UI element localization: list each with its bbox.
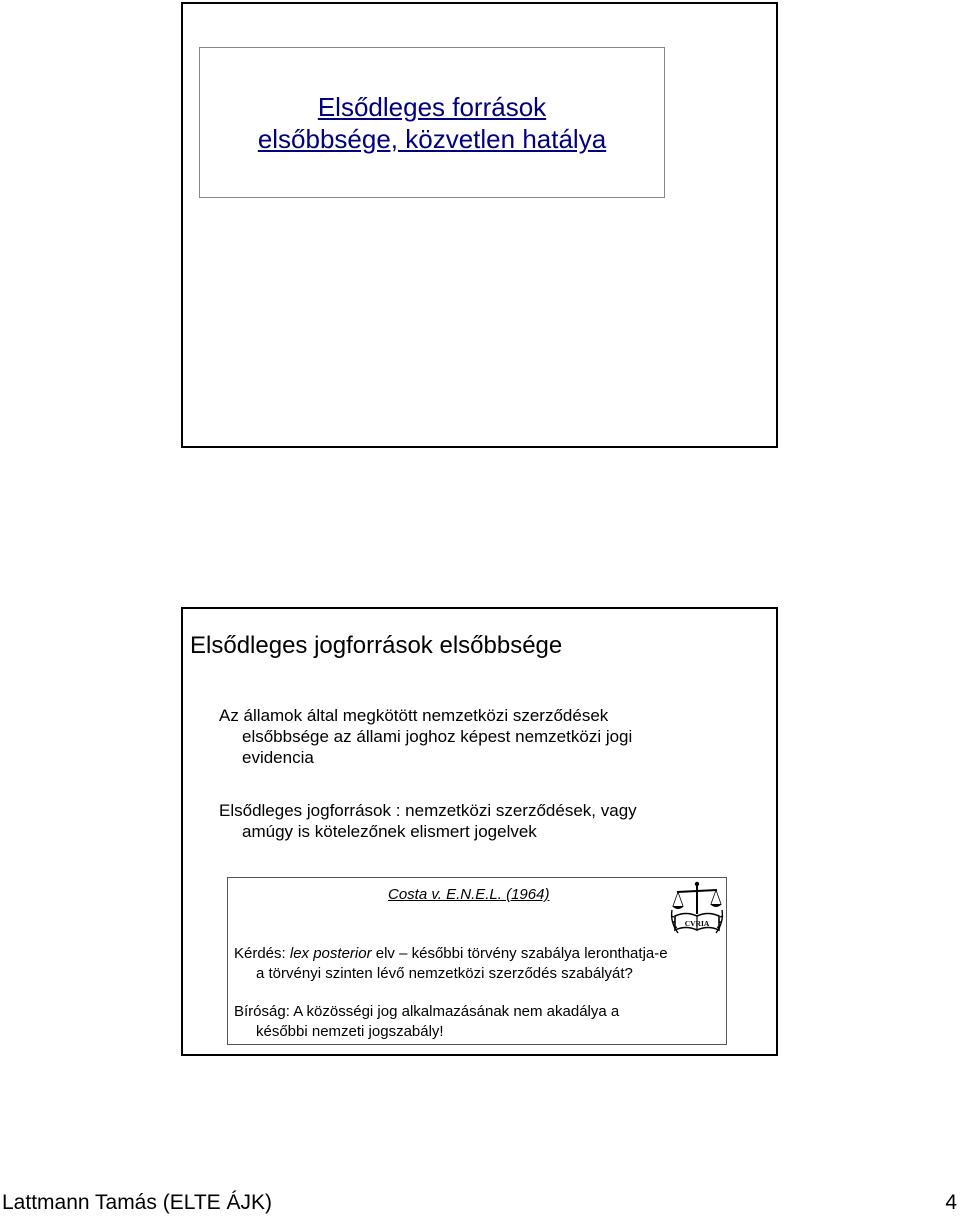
question-text: elv – későbbi törvény szabálya leronthatja-e: [371, 945, 668, 962]
bullet-line: evidencia: [242, 748, 314, 767]
lex-posterior-term: lex posterior: [289, 945, 372, 962]
case-box-costa-enel: [227, 877, 727, 1045]
slide-2-title: Elsődleges jogforrások elsőbbsége: [190, 632, 563, 659]
footer-author: Lattmann Tamás (ELTE ÁJK): [2, 1191, 272, 1214]
bullet-line: Az államok által megkötött nemzetközi szerződések: [219, 706, 609, 725]
slide-1: [181, 2, 778, 448]
case-answer-line-2: későbbi nemzeti jogszabály!: [256, 1023, 444, 1040]
case-question-line-1: [234, 944, 668, 964]
slide-1-title-box: [199, 47, 665, 198]
curia-scales-logo-icon: [668, 880, 726, 938]
case-answer-line-1: Bíróság: A közösségi jog alkalmazásának nem akadálya a: [234, 1003, 620, 1020]
case-answer: [234, 1002, 619, 1042]
case-title: Costa v. E.N.E.L. (1964): [388, 886, 550, 903]
slide-1-title-line-1: Elsődleges források: [317, 91, 547, 122]
svg-text:CVRIA: CVRIA: [684, 919, 710, 928]
case-question-line-2: a törvényi szinten lévő nemzetközi szerződés szabályát?: [256, 965, 633, 982]
slide-1-title-line-2: elsőbbsége, közvetlen hatálya: [257, 123, 607, 154]
bullet-primary-sources: [219, 800, 759, 842]
bullet-treaties-primacy: [219, 705, 759, 768]
case-question: [234, 944, 668, 984]
slide-2: [181, 607, 778, 1056]
footer-page-number: 4: [945, 1191, 957, 1214]
question-label: Kérdés:: [234, 945, 290, 962]
bullet-line: elsőbbsége az állami joghoz képest nemzetközi jogi: [242, 727, 633, 746]
bullet-line: Elsődleges jogforrások : nemzetközi szerződések, vagy: [219, 801, 637, 820]
bullet-line: amúgy is kötelezőnek elismert jogelvek: [242, 822, 537, 841]
